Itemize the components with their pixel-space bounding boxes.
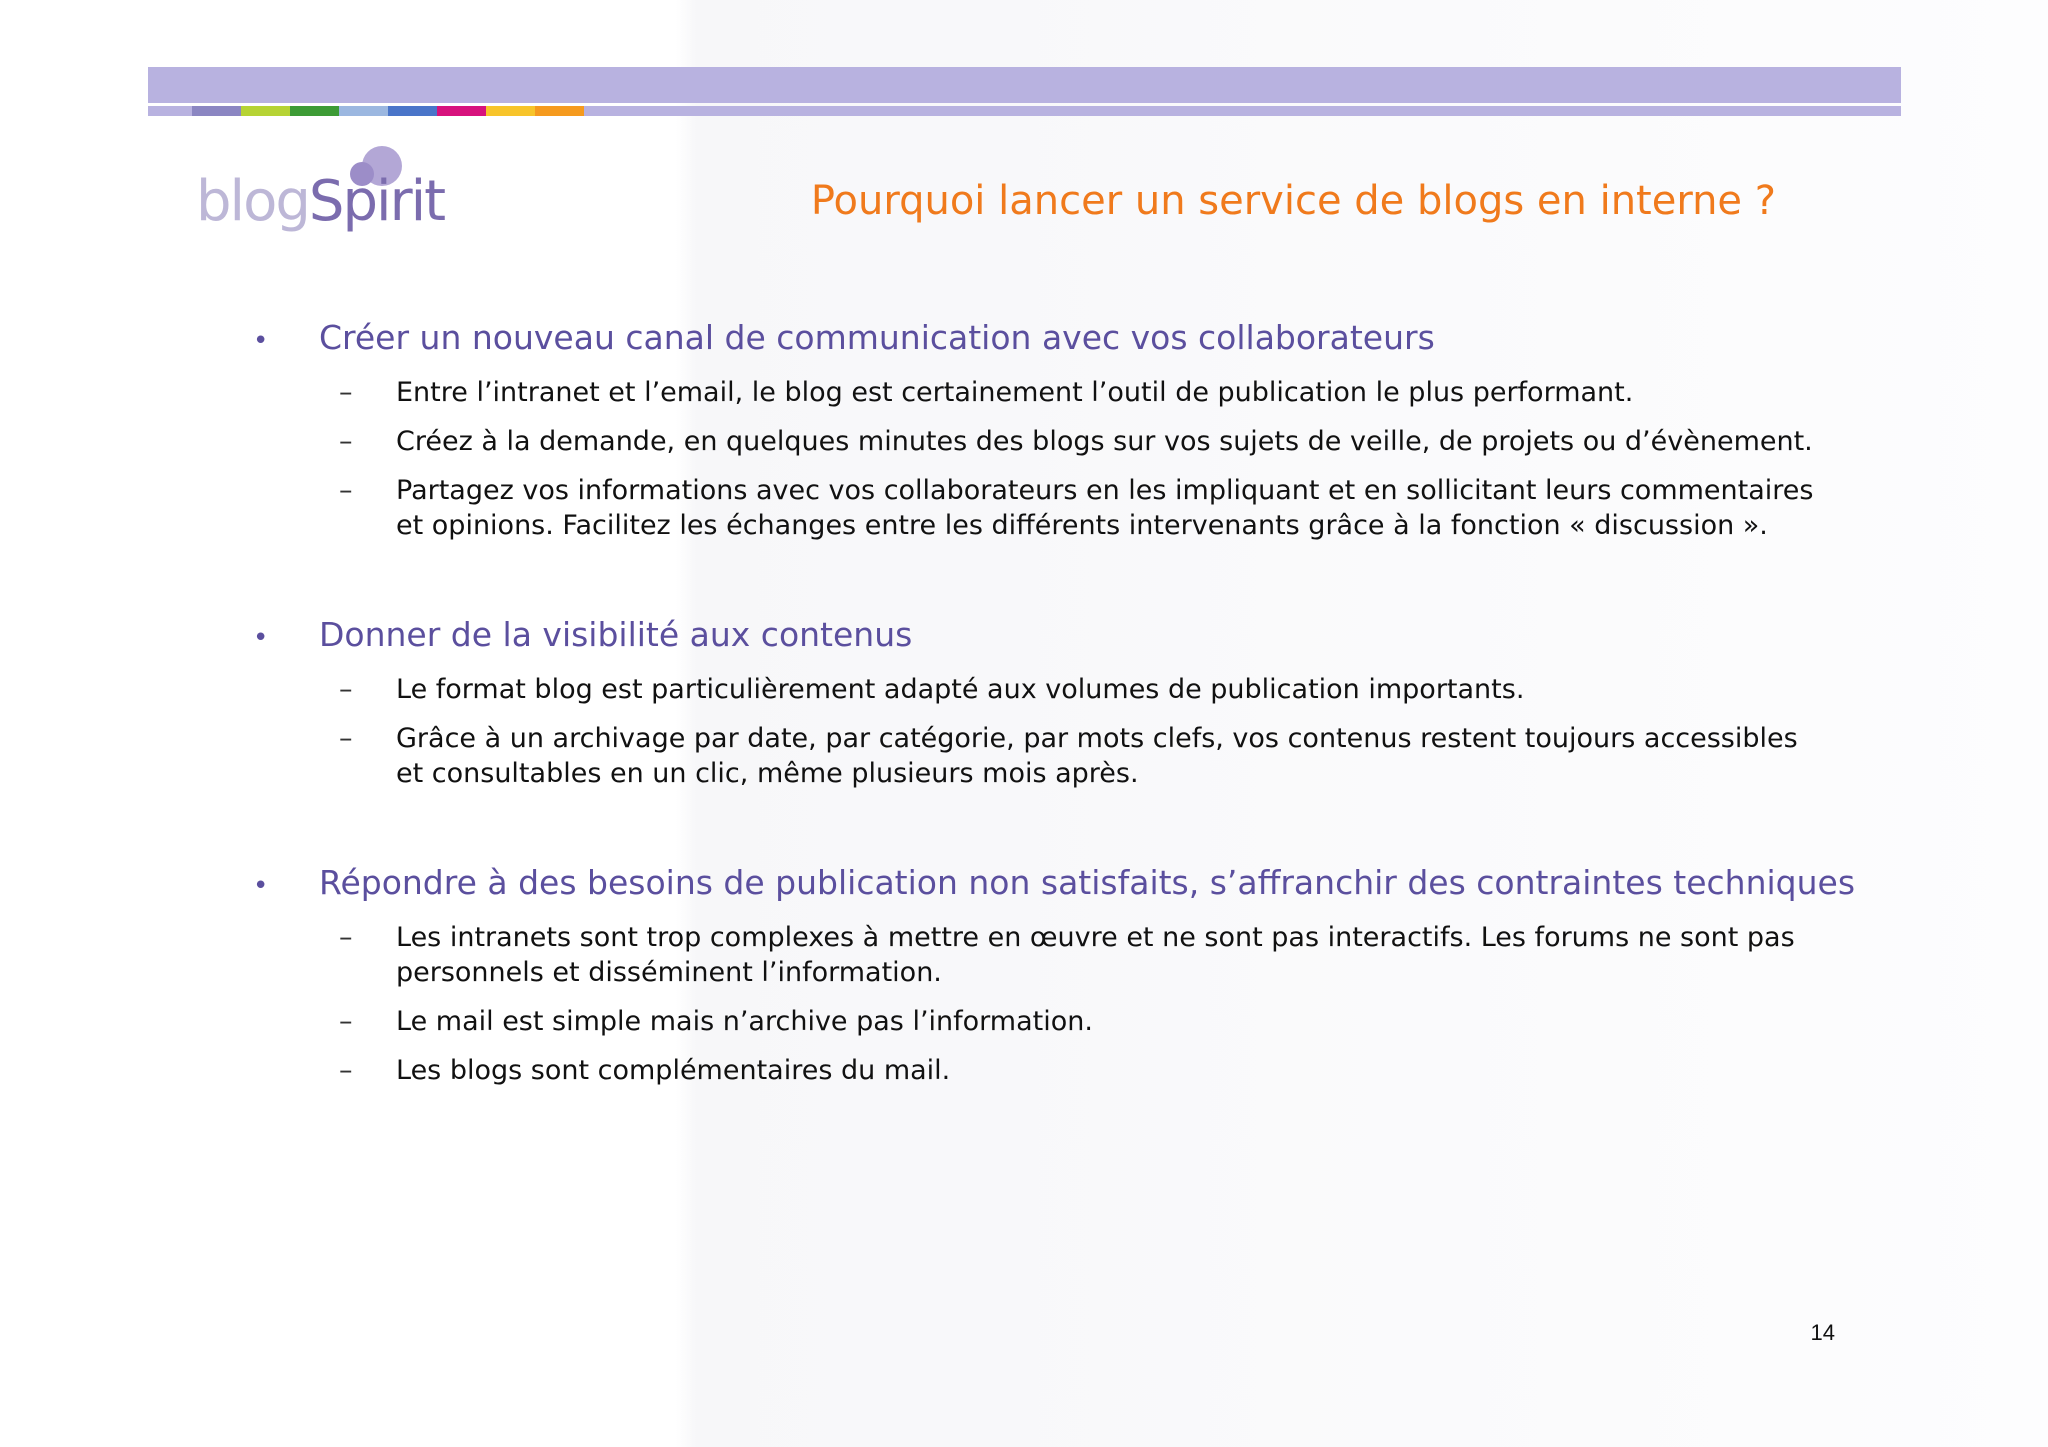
list-item-text: Le mail est simple mais n’archive pas l’information. bbox=[396, 1006, 1093, 1037]
strip-segment bbox=[535, 106, 584, 116]
logo-text bbox=[196, 169, 445, 234]
list-item-text: Les blogs sont complémentaires du mail. bbox=[396, 1055, 951, 1086]
section-heading-text: Répondre à des besoins de publication non satisfaits, s’affranchir des contraintes techniques bbox=[319, 863, 1856, 902]
section-heading-text: Créer un nouveau canal de communication avec vos collaborateurs bbox=[319, 318, 1435, 357]
strip-segment bbox=[437, 106, 486, 116]
page-number: 14 bbox=[1810, 1320, 1835, 1345]
list-item-text: Partagez vos informations avec vos collaborateurs en les impliquant et en sollicitant leurs commentaires et opinions. Facilitez les échanges entre les différents intervenants grâce à la fonction « discussion ». bbox=[396, 475, 1814, 541]
dash-icon: – bbox=[339, 475, 353, 506]
list-item bbox=[339, 1053, 1826, 1088]
logo-text-spirit: Spirit bbox=[308, 169, 445, 234]
strip-segment bbox=[388, 106, 437, 116]
list-item-text: Le format blog est particulièrement adapté aux volumes de publication importants. bbox=[396, 674, 1525, 705]
slide-title: Pourquoi lancer un service de blogs en interne ? bbox=[810, 178, 1776, 224]
list-item-text: Entre l’intranet et l’email, le blog est certainement l’outil de publication le plus performant. bbox=[396, 377, 1634, 408]
section-heading bbox=[253, 615, 912, 654]
section-heading bbox=[253, 863, 1855, 902]
dash-icon: – bbox=[339, 723, 353, 754]
blogspirit-logo bbox=[196, 144, 445, 244]
list-item bbox=[339, 375, 1826, 410]
header-color-strip bbox=[148, 106, 1901, 116]
list-item bbox=[339, 424, 1826, 459]
strip-segment bbox=[241, 106, 290, 116]
list-item-text: Les intranets sont trop complexes à mettre en œuvre et ne sont pas interactifs. Les forums ne sont pas personnels et disséminent l’information. bbox=[396, 922, 1795, 988]
dash-icon: – bbox=[339, 426, 353, 457]
dash-icon: – bbox=[339, 1006, 353, 1037]
bullet-icon: • bbox=[253, 623, 269, 653]
bullet-icon: • bbox=[253, 326, 269, 356]
dash-icon: – bbox=[339, 674, 353, 705]
list-item-text: Créez à la demande, en quelques minutes des blogs sur vos sujets de veille, de projets ou d’évènement. bbox=[396, 426, 1813, 457]
list-item bbox=[339, 920, 1826, 990]
section-heading-text: Donner de la visibilité aux contenus bbox=[319, 615, 913, 654]
dash-icon: – bbox=[339, 922, 353, 953]
strip-segment bbox=[192, 106, 241, 116]
section-heading bbox=[253, 318, 1435, 357]
strip-segment bbox=[486, 106, 535, 116]
list-item bbox=[339, 1004, 1826, 1039]
list-item bbox=[339, 473, 1826, 543]
dash-icon: – bbox=[339, 1055, 353, 1086]
list-item bbox=[339, 721, 1826, 791]
strip-segment bbox=[339, 106, 388, 116]
logo-text-blog: blog bbox=[196, 169, 309, 234]
list-item-text: Grâce à un archivage par date, par catégorie, par mots clefs, vos contenus restent toujours accessibles et consultables en un clic, même plusieurs mois après. bbox=[396, 723, 1798, 789]
bullet-icon: • bbox=[253, 871, 269, 901]
list-item bbox=[339, 672, 1826, 707]
strip-segment bbox=[290, 106, 339, 116]
header-band bbox=[148, 67, 1901, 103]
dash-icon: – bbox=[339, 377, 353, 408]
